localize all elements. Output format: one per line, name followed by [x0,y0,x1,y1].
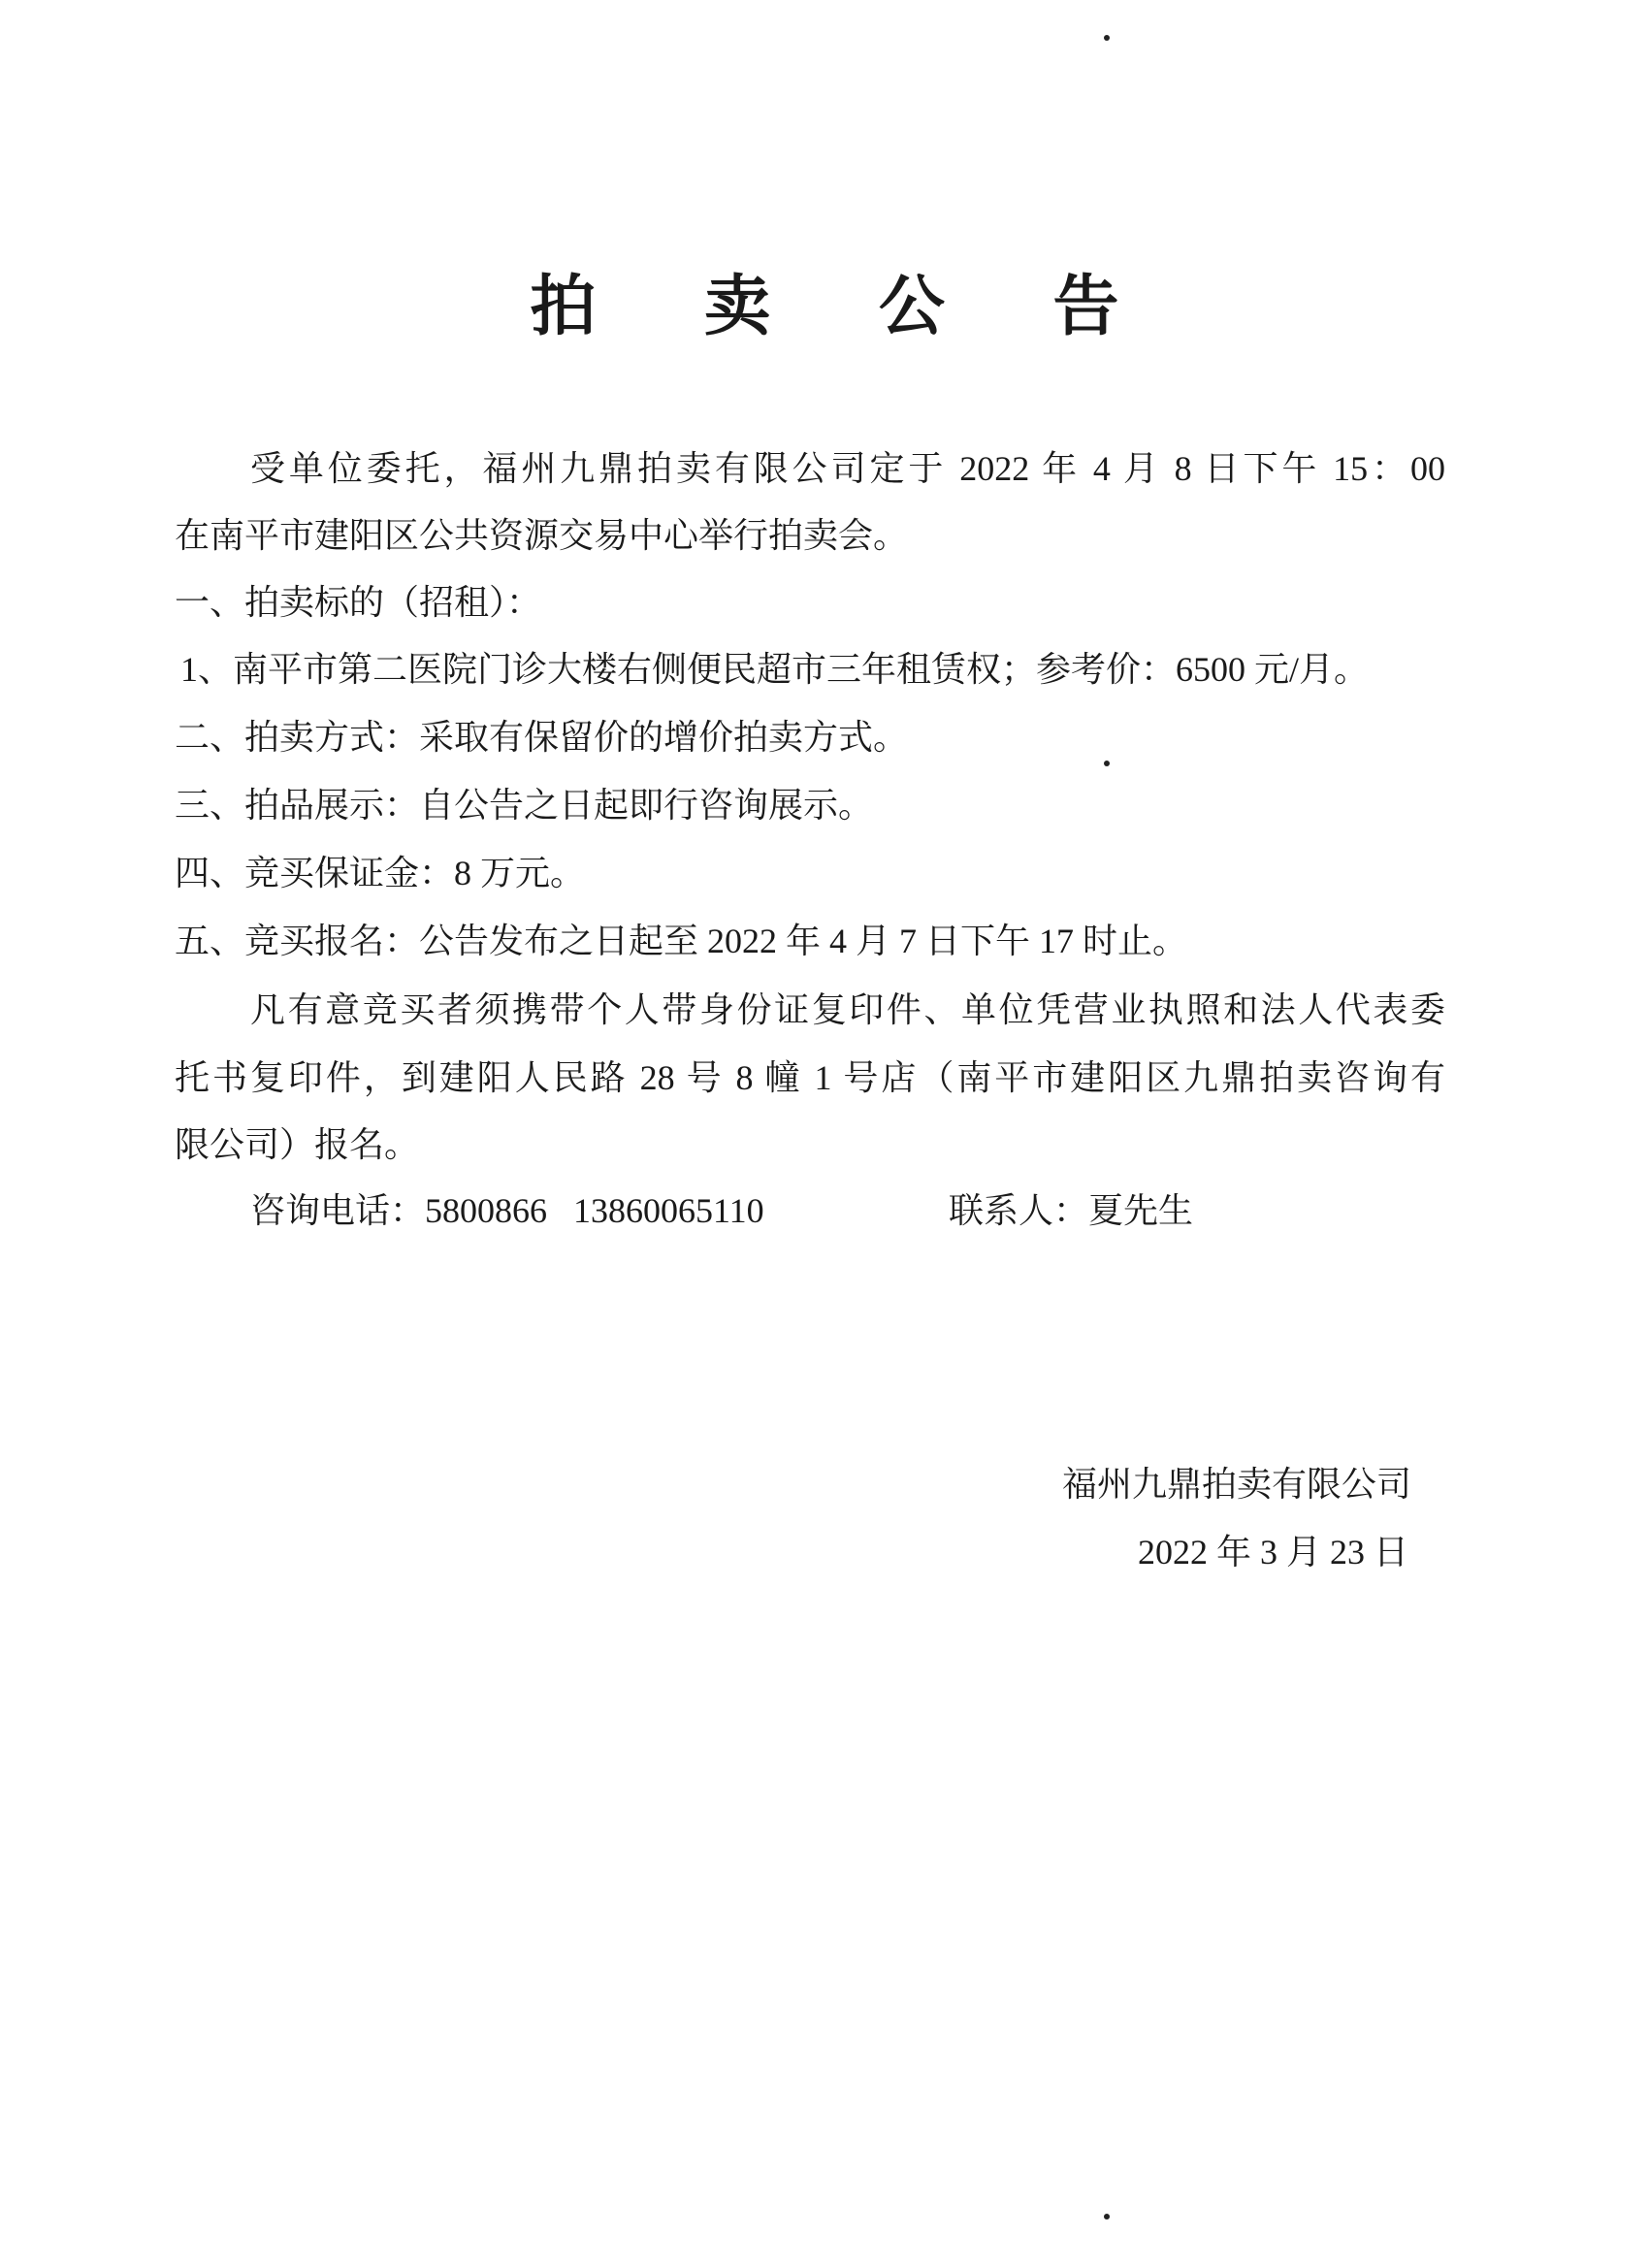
intro-line-2: 在南平市建阳区公共资源交易中心举行拍卖会。 [175,516,909,555]
notice-line-3: 限公司）报名。 [175,1125,420,1164]
section-5: 五、竞买报名：公告发布之日起至 2022 年 4 月 7 日下午 17 时止。 [175,922,1188,960]
section-1-item-1: 1、南平市第二医院门诊大楼右侧便民超市三年租赁权；参考价：6500 元/月。 [180,650,1370,689]
intro-line-1: 受单位委托，福州九鼎拍卖有限公司定于 2022 年 4 月 8 日下午 15：00 [250,449,1445,488]
signature-date: 2022 年 3 月 23 日 [1138,1533,1409,1571]
section-2: 二、拍卖方式：采取有保留价的增价拍卖方式。 [175,718,909,757]
scan-mark [1104,761,1110,766]
notice-line-1: 凡有意竞买者须携带个人带身份证复印件、单位凭营业执照和法人代表委 [250,990,1445,1029]
notice-line-2: 托书复印件，到建阳人民路 28 号 8 幢 1 号店（南平市建阳区九鼎拍卖咨询有 [175,1058,1445,1097]
section-3: 三、拍品展示：自公告之日起即行咨询展示。 [175,786,874,825]
scan-mark [1104,2214,1110,2219]
scan-mark [1104,35,1110,41]
section-1-heading: 一、拍卖标的（招租）： [175,583,542,622]
document-title: 拍 卖 公 告 [530,269,1162,345]
section-4: 四、竞买保证金：8 万元。 [175,854,586,892]
signature-company: 福州九鼎拍卖有限公司 [1062,1465,1412,1504]
phone-info: 咨询电话：5800866 13860065110 [250,1191,764,1230]
contact-person: 联系人：夏先生 [949,1191,1194,1230]
